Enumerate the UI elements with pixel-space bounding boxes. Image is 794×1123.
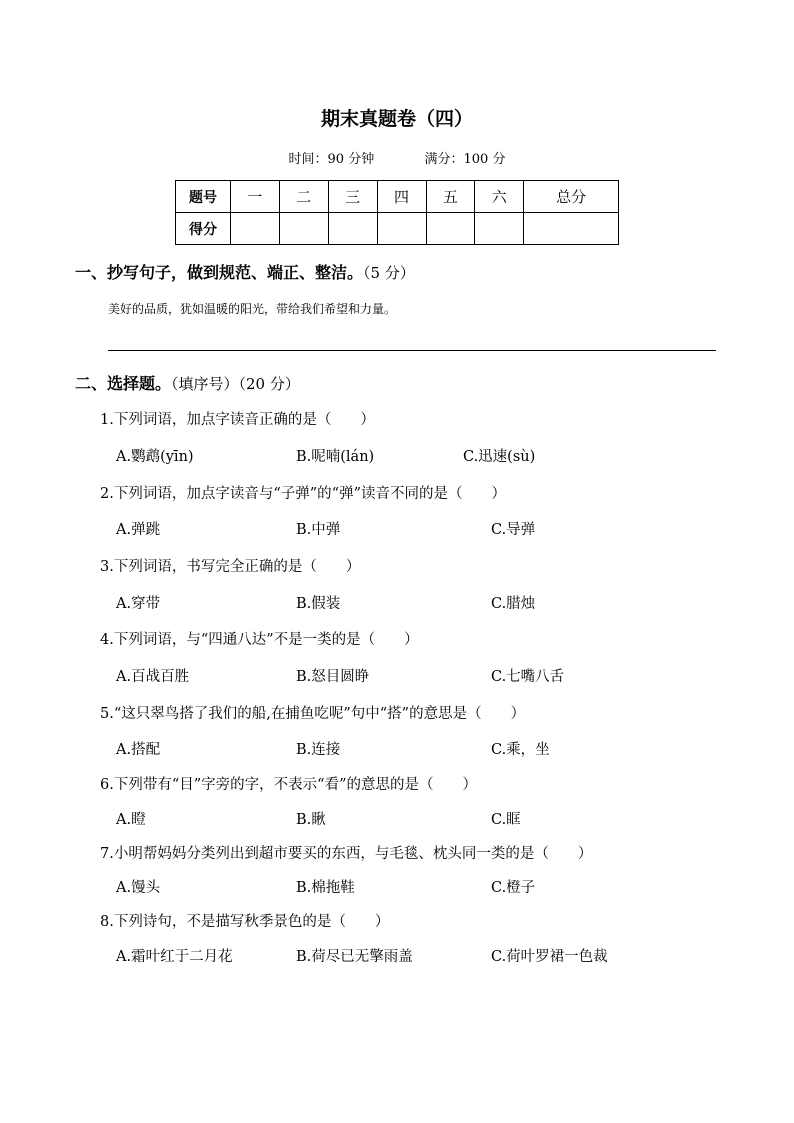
writing-line[interactable] [108,350,716,351]
question-2: 2.下列词语，加点字读音与“子弹”的“弹”读音不同的是（ ） [100,486,506,502]
score-table-row-label: 题号 [176,181,231,213]
section-1-heading [75,260,415,283]
question-1: 1.下列词语，加点字读音正确的是（ ） [100,412,375,428]
option-b[interactable]: B.呢喃(lán) [296,449,375,465]
question-3: 3.下列词语，书写完全正确的是（ ） [100,559,361,575]
option-c[interactable]: C.橙子 [491,880,536,896]
option-b[interactable]: B.假装 [296,596,341,612]
option-c[interactable]: C.导弹 [491,522,536,538]
score-cell[interactable] [279,213,328,245]
score-cell[interactable] [377,213,426,245]
score-table-column: 一 [231,181,280,213]
option-c[interactable]: C.荷叶罗裙一色裁 [491,949,608,965]
option-c[interactable]: C.七嘴八舌 [491,669,565,685]
score-cell[interactable] [524,213,619,245]
score-table-column: 六 [475,181,524,213]
page-title: 期末真题卷（四） [320,108,473,130]
copy-sentence: 美好的品质，犹如温暖的阳光，带给我们希望和力量。 [108,302,397,316]
exam-meta [0,148,794,167]
option-b[interactable]: B.怒目圆睁 [296,669,370,685]
score-table-header-row [176,181,619,213]
exam-full-score: 满分：100 分 [424,152,506,167]
question-7: 7.小明帮妈妈分类列出到超市要买的东西，与毛毯、枕头同一类的是（ ） [100,846,593,862]
score-cell[interactable] [328,213,377,245]
option-a[interactable]: A.鹦鹉(yīn) [116,449,194,465]
score-table-column: 五 [426,181,475,213]
option-b[interactable]: B.中弹 [296,522,341,538]
option-a[interactable]: A.霜叶红于二月花 [116,949,233,965]
section-2-heading [75,371,300,394]
score-cell[interactable] [426,213,475,245]
question-6: 6.下列带有“目”字旁的字，不表示“看”的意思的是（ ） [100,777,477,793]
option-a[interactable]: A.搭配 [116,742,161,758]
question-4: 4.下列词语，与“四通八达”不是一类的是（ ） [100,632,419,648]
score-table-column: 四 [377,181,426,213]
option-a[interactable]: A.穿带 [116,596,161,612]
score-cell[interactable] [475,213,524,245]
option-a[interactable]: A.百战百胜 [116,669,190,685]
score-cell[interactable] [231,213,280,245]
section-2-title: 二、选择题。 [75,374,172,393]
option-c[interactable]: C.乘，坐 [491,742,550,758]
option-c[interactable]: C.迅速(sù) [463,449,536,465]
score-table-column: 总分 [524,181,619,213]
score-table [175,180,619,245]
option-b[interactable]: B.棉拖鞋 [296,880,355,896]
question-5: 5.“这只翠鸟搭了我们的船,在捕鱼吃呢”句中“搭”的意思是（ ） [100,706,526,722]
option-c[interactable]: C.腊烛 [491,596,536,612]
option-a[interactable]: A.瞪 [116,812,146,828]
option-a[interactable]: A.弹跳 [116,522,161,538]
option-b[interactable]: B.连接 [296,742,341,758]
score-table-column: 三 [328,181,377,213]
score-table-row-label: 得分 [176,213,231,245]
section-2-points: （填序号）（20 分） [171,375,300,393]
section-1-points: （5 分） [363,264,415,282]
option-c[interactable]: C.眶 [491,812,521,828]
option-b[interactable]: B.荷尽已无擎雨盖 [296,949,413,965]
exam-time: 时间：90 分钟 [288,152,375,167]
score-table-column: 二 [279,181,328,213]
score-table-score-row [176,213,619,245]
option-b[interactable]: B.瞅 [296,812,326,828]
option-a[interactable]: A.馒头 [116,880,161,896]
section-1-title: 一、抄写句子，做到规范、端正、整洁。 [75,263,364,282]
question-8: 8.下列诗句，不是描写秋季景色的是（ ） [100,914,390,930]
